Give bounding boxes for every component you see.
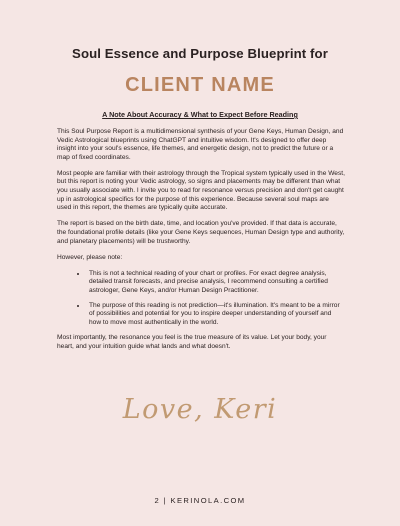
list-item: • This is not a technical reading of your chart or profiles. For exact degree analysis, detailed transit forecasts, and precise analysis, I recommend consulting a certified astrologer, Gene Keys, and/or Human Design Practitioner. bbox=[87, 270, 345, 296]
signature: Love, Keri bbox=[122, 394, 278, 425]
disclaimer-list bbox=[57, 270, 345, 328]
note-body bbox=[57, 128, 345, 359]
paragraph: This Soul Purpose Report is a multidimensional synthesis of your Gene Keys, Human Design, and Vedic Astrological blueprints using ChatGPT and intuitive wisdom. It's designed to offer deep insight into your soul's essence, life themes, and energetic design, not to predict the future or a map of fixed coordinates. bbox=[57, 128, 344, 161]
paragraph: The report is based on the birth date, time, and location you've provided. If that data is accurate, the foundational profile details (like your Gene Keys sequences, Human Design type and authority, and planetary placements) will be trustworthy. bbox=[57, 220, 345, 245]
closing-paragraph: Most importantly, the resonance you feel is the true measure of its value. Let your body, your heart, and your intuition guide what lands and what doesn't. bbox=[57, 334, 327, 350]
note-heading: A Note About Accuracy & What to Expect Before Reading bbox=[102, 110, 298, 119]
paragraph: Most people are familiar with their astrology through the Tropical system typically used in the West, but this report is noting your Vedic astrology, so signs and placements may be different than what you usually associate with. I invite you to read for resonance versus precision and don't get caught up in astrological specifics for the purpose of this experience. Because several soul maps are used in this report, the themes are typically quite accurate. bbox=[57, 169, 345, 212]
page-title: Soul Essence and Purpose Blueprint for bbox=[72, 46, 328, 61]
page-footer: 2 | KERINOLA.COM bbox=[154, 496, 246, 505]
client-name: CLIENT NAME bbox=[125, 74, 275, 96]
paragraph: However, please note: bbox=[57, 253, 123, 261]
list-item: • The purpose of this reading is not prediction—it's illumination. It's meant to be a mirror of possibilities and potential for you to inspire deeper understanding of yourself and how to move most authentically in the world. bbox=[87, 302, 345, 328]
